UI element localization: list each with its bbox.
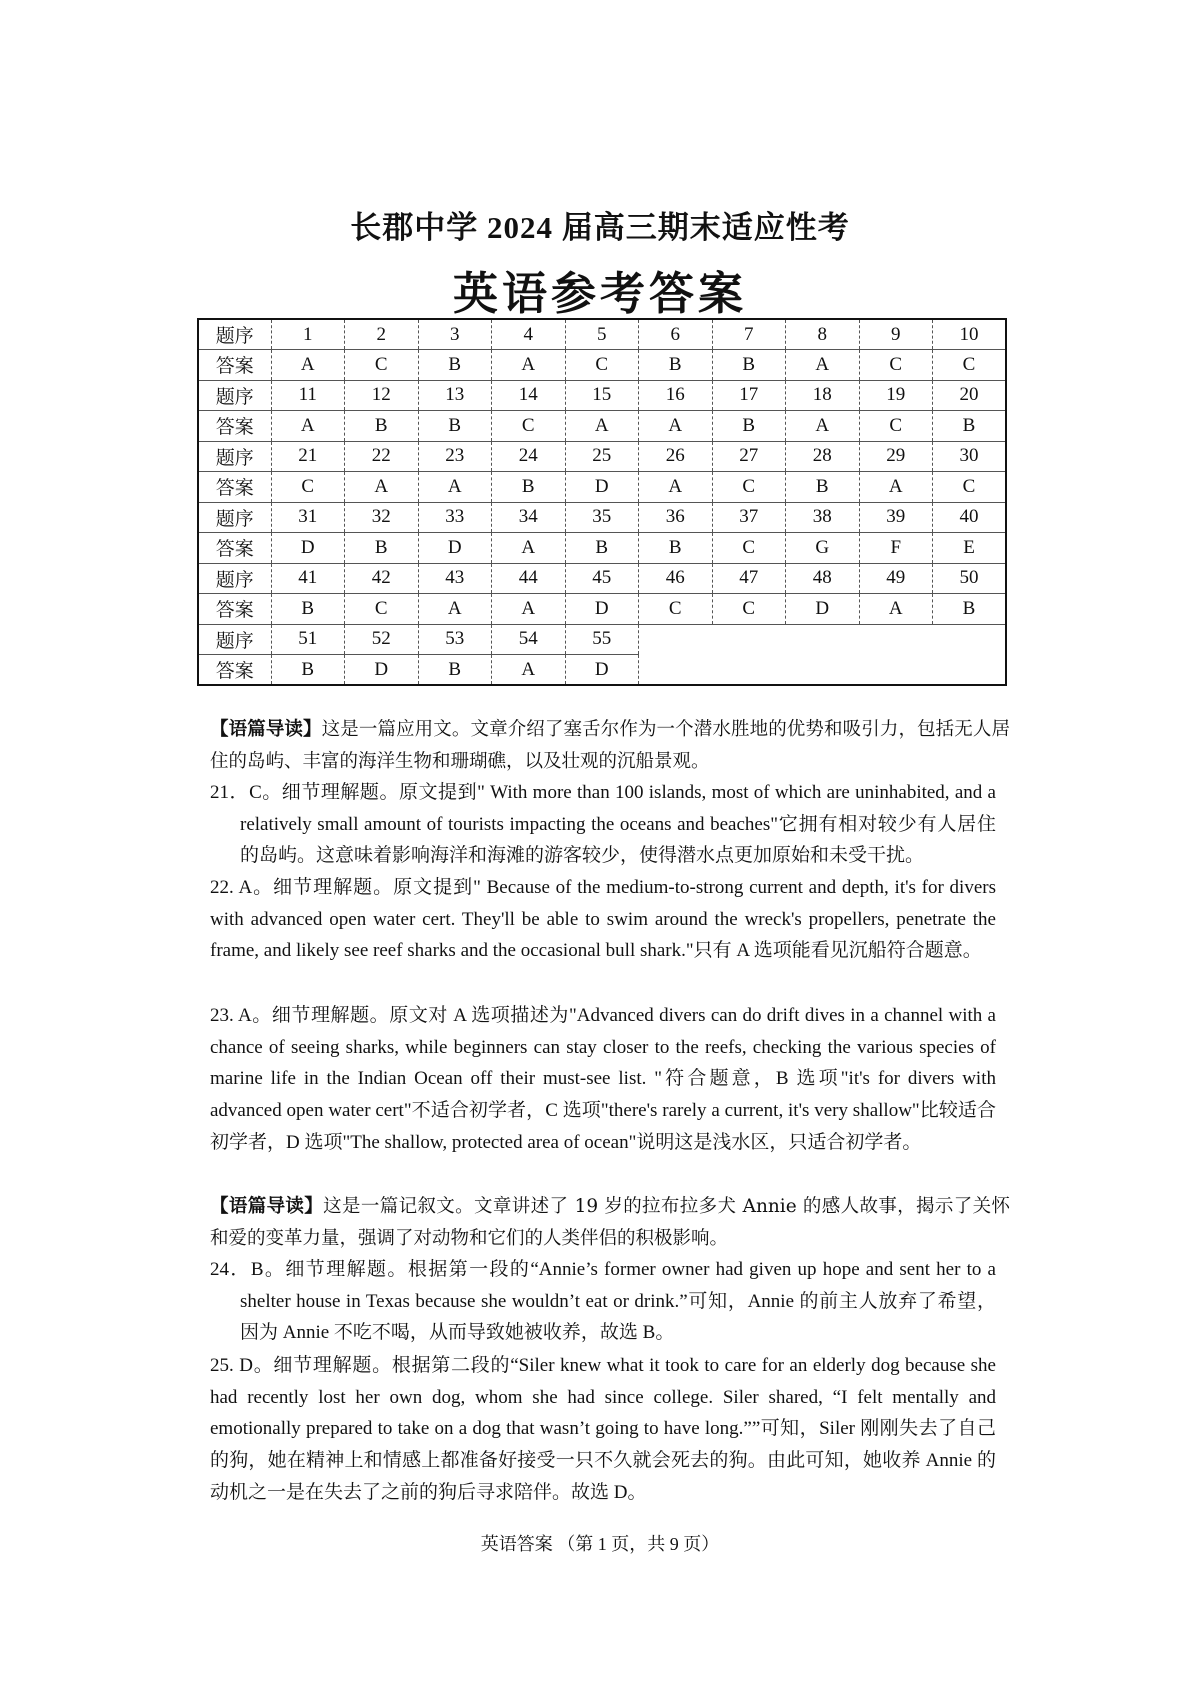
answer-cell: B [639, 350, 713, 381]
question-number-cell: 21 [271, 441, 345, 472]
question-number-cell: 36 [639, 502, 713, 533]
empty-cell [639, 624, 1007, 685]
question-number-cell: 54 [492, 624, 566, 655]
answer-cell: C [345, 594, 419, 625]
question-number-cell: 52 [345, 624, 419, 655]
question-number-row [198, 502, 1006, 533]
question-number-row [198, 380, 1006, 411]
question-number-cell: 11 [271, 380, 345, 411]
question-number-cell: 41 [271, 563, 345, 594]
question-number-cell: 5 [565, 319, 639, 350]
question-number-cell: 10 [933, 319, 1007, 350]
question-number-cell: 53 [418, 624, 492, 655]
answer-cell: B [639, 533, 713, 564]
question-number-cell: 12 [345, 380, 419, 411]
question-number-cell: 55 [565, 624, 639, 655]
question-number-cell: 9 [859, 319, 933, 350]
answer-cell: B [345, 411, 419, 442]
answer-cell: C [712, 533, 786, 564]
guide-label: 【语篇导读】 [210, 719, 322, 740]
question-number-cell: 48 [786, 563, 860, 594]
answer-cell: D [565, 472, 639, 503]
answer-cell: B [418, 655, 492, 686]
answer-cell: C [712, 472, 786, 503]
question-number-cell: 17 [712, 380, 786, 411]
question-number-cell: 47 [712, 563, 786, 594]
answer-cell: D [345, 655, 419, 686]
row-label: 答案 [198, 411, 271, 442]
question-number-cell: 6 [639, 319, 713, 350]
passage-c-guide [210, 714, 1010, 777]
question-number-cell: 15 [565, 380, 639, 411]
document-subtitle: 英语参考答案 [452, 267, 747, 320]
answer-cell: F [859, 533, 933, 564]
question-number-cell: 18 [786, 380, 860, 411]
answer-cell: B [271, 594, 345, 625]
question-number-cell: 26 [639, 441, 713, 472]
question-number-row [198, 624, 1006, 655]
question-number-cell: 7 [712, 319, 786, 350]
answer-cell: C [712, 594, 786, 625]
question-number-cell: 25 [565, 441, 639, 472]
question-number-cell: 14 [492, 380, 566, 411]
answer-cell: G [786, 533, 860, 564]
question-number-cell: 13 [418, 380, 492, 411]
question-number-cell: 42 [345, 563, 419, 594]
row-label: 答案 [198, 472, 271, 503]
question-number-cell: 19 [859, 380, 933, 411]
question-number-cell: 35 [565, 502, 639, 533]
explanation-24 [210, 1254, 996, 1349]
answer-cell: C [859, 411, 933, 442]
row-label: 题序 [198, 624, 271, 655]
question-number-cell: 20 [933, 380, 1007, 411]
question-number-cell: 45 [565, 563, 639, 594]
row-label: 题序 [198, 502, 271, 533]
question-number-cell: 44 [492, 563, 566, 594]
answer-cell: B [271, 655, 345, 686]
answer-cell: D [565, 594, 639, 625]
question-number-cell: 32 [345, 502, 419, 533]
answer-cell: A [271, 350, 345, 381]
row-label: 答案 [198, 350, 271, 381]
answer-cell: C [859, 350, 933, 381]
answer-cell: B [565, 533, 639, 564]
guide-label: 【语篇导读】 [210, 1196, 324, 1217]
answer-cell: A [786, 411, 860, 442]
question-number-cell: 31 [271, 502, 345, 533]
row-label: 答案 [198, 533, 271, 564]
question-number-cell: 27 [712, 441, 786, 472]
answer-row [198, 350, 1006, 381]
answer-cell: B [933, 411, 1007, 442]
question-number-row [198, 441, 1006, 472]
question-number-cell: 46 [639, 563, 713, 594]
explanation-text: 25. D。细节理解题。根据第二段的“Siler knew what it took to care for an elderly dog because she had recently lost her own dog, whom she had since college. Siler shared, “I felt mentally and emotionally prepared to take on a dog that wasn’t going to have long.””可知，Siler 刚刚失去了自己的狗，她在精神上和情感上都准备好接受一只不久就会死去的狗。由此可知，她收养 Annie 的动机之一是在失去了之前的狗后寻求陪伴。故选 D。 [210, 1355, 996, 1503]
explanation-22 [210, 872, 996, 967]
question-number-cell: 22 [345, 441, 419, 472]
answer-cell: A [418, 472, 492, 503]
question-number-cell: 3 [418, 319, 492, 350]
answer-cell: A [492, 350, 566, 381]
answer-cell: A [271, 411, 345, 442]
answer-cell: B [786, 472, 860, 503]
question-number-cell: 1 [271, 319, 345, 350]
answer-cell: C [345, 350, 419, 381]
row-label: 题序 [198, 319, 271, 350]
explanation-21 [210, 777, 996, 872]
question-number-cell: 50 [933, 563, 1007, 594]
explanation-text: 24．B。细节理解题。根据第一段的“Annie’s former owner had given up hope and sent her to a shelter house in Texas because she wouldn’t eat or drink.”可知，Annie 的前主人放弃了希望，因为 Annie 不吃不喝，从而导致她被收养，故选 B。 [210, 1259, 996, 1344]
answer-cell: C [271, 472, 345, 503]
question-number-cell: 51 [271, 624, 345, 655]
question-number-cell: 4 [492, 319, 566, 350]
answer-cell: A [639, 411, 713, 442]
answer-cell: C [933, 472, 1007, 503]
answer-cell: C [933, 350, 1007, 381]
question-number-cell: 39 [859, 502, 933, 533]
row-label: 答案 [198, 594, 271, 625]
question-number-cell: 43 [418, 563, 492, 594]
answer-cell: B [492, 472, 566, 503]
answer-cell: A [786, 350, 860, 381]
answer-row [198, 411, 1006, 442]
question-number-cell: 29 [859, 441, 933, 472]
answer-cell: B [345, 533, 419, 564]
answer-cell: A [492, 655, 566, 686]
explanation-text: 23. A。细节理解题。原文对 A 选项描述为"Advanced divers can do drift dives in a channel with a chance of seeing sharks, while beginners can stay closer to the reefs, checking the various species of marine life in the Indian Ocean off their must-see list. "符合题意，B 选项"it's for divers with advanced open water cert"不适合初学者，C 选项"there's rarely a current, it's very shallow"比较适合初学者，D 选项"The shallow, protected area of ocean"说明这是浅水区，只适合初学者。 [210, 1005, 996, 1153]
question-number-cell: 34 [492, 502, 566, 533]
explanation-text: 21．C。细节理解题。原文提到" With more than 100 islands, most of which are uninhabited, and a relatively small amount of tourists impacting the oceans and beaches"它拥有相对较少有人居住的岛屿。这意味着影响海洋和海滩的游客较少，使得潜水点更加原始和未受干扰。 [210, 782, 996, 867]
question-number-cell: 24 [492, 441, 566, 472]
answer-cell: A [492, 594, 566, 625]
answer-cell: C [565, 350, 639, 381]
answer-cell: B [418, 411, 492, 442]
answer-cell: B [712, 350, 786, 381]
answer-cell: C [639, 594, 713, 625]
answer-cell: D [271, 533, 345, 564]
guide-text: 这是一篇记叙文。文章讲述了 19 岁的拉布拉多犬 Annie 的感人故事，揭示了关怀和爱的变革力量，强调了对动物和它们的人类伴侣的积极影响。 [210, 1196, 1010, 1249]
row-label: 题序 [198, 563, 271, 594]
answer-cell: A [418, 594, 492, 625]
question-number-cell: 2 [345, 319, 419, 350]
answer-cell: D [565, 655, 639, 686]
question-number-cell: 33 [418, 502, 492, 533]
document-title: 长郡中学 2024 届高三期末适应性考 [350, 210, 850, 245]
answer-row [198, 594, 1006, 625]
answer-cell: A [859, 594, 933, 625]
answer-cell: A [492, 533, 566, 564]
row-label: 答案 [198, 655, 271, 686]
question-number-cell: 30 [933, 441, 1007, 472]
question-number-row [198, 563, 1006, 594]
answer-cell: D [418, 533, 492, 564]
page-footer: 英语答案 （第 1 页，共 9 页） [480, 1534, 720, 1554]
answer-cell: A [639, 472, 713, 503]
answer-cell: A [345, 472, 419, 503]
explanation-text: 22. A。细节理解题。原文提到" Because of the medium-to-strong current and depth, it's for divers with advanced open water cert. They'll be able to swim around the wreck's propellers, penetrate the frame, and likely see reef sharks and the occasional bull shark."只有 A 选项能看见沉船符合题意。 [210, 877, 996, 962]
answer-cell: E [933, 533, 1007, 564]
answer-cell: C [492, 411, 566, 442]
question-number-cell: 40 [933, 502, 1007, 533]
question-number-cell: 28 [786, 441, 860, 472]
row-label: 题序 [198, 441, 271, 472]
answer-cell: A [565, 411, 639, 442]
explanation-25 [210, 1350, 996, 1509]
question-number-row [198, 319, 1006, 350]
answer-row [198, 533, 1006, 564]
question-number-cell: 23 [418, 441, 492, 472]
explanation-23 [210, 1000, 996, 1159]
answer-table [197, 318, 1007, 686]
answer-cell: B [933, 594, 1007, 625]
answer-row [198, 472, 1006, 503]
question-number-cell: 16 [639, 380, 713, 411]
answer-cell: B [418, 350, 492, 381]
question-number-cell: 37 [712, 502, 786, 533]
guide-text: 这是一篇应用文。文章介绍了塞舌尔作为一个潜水胜地的优势和吸引力，包括无人居住的岛屿、丰富的海洋生物和珊瑚礁，以及壮观的沉船景观。 [210, 719, 1010, 772]
passage-d-guide [210, 1191, 1010, 1254]
answer-cell: B [712, 411, 786, 442]
answer-cell: D [786, 594, 860, 625]
question-number-cell: 38 [786, 502, 860, 533]
row-label: 题序 [198, 380, 271, 411]
answer-cell: A [859, 472, 933, 503]
question-number-cell: 49 [859, 563, 933, 594]
question-number-cell: 8 [786, 319, 860, 350]
